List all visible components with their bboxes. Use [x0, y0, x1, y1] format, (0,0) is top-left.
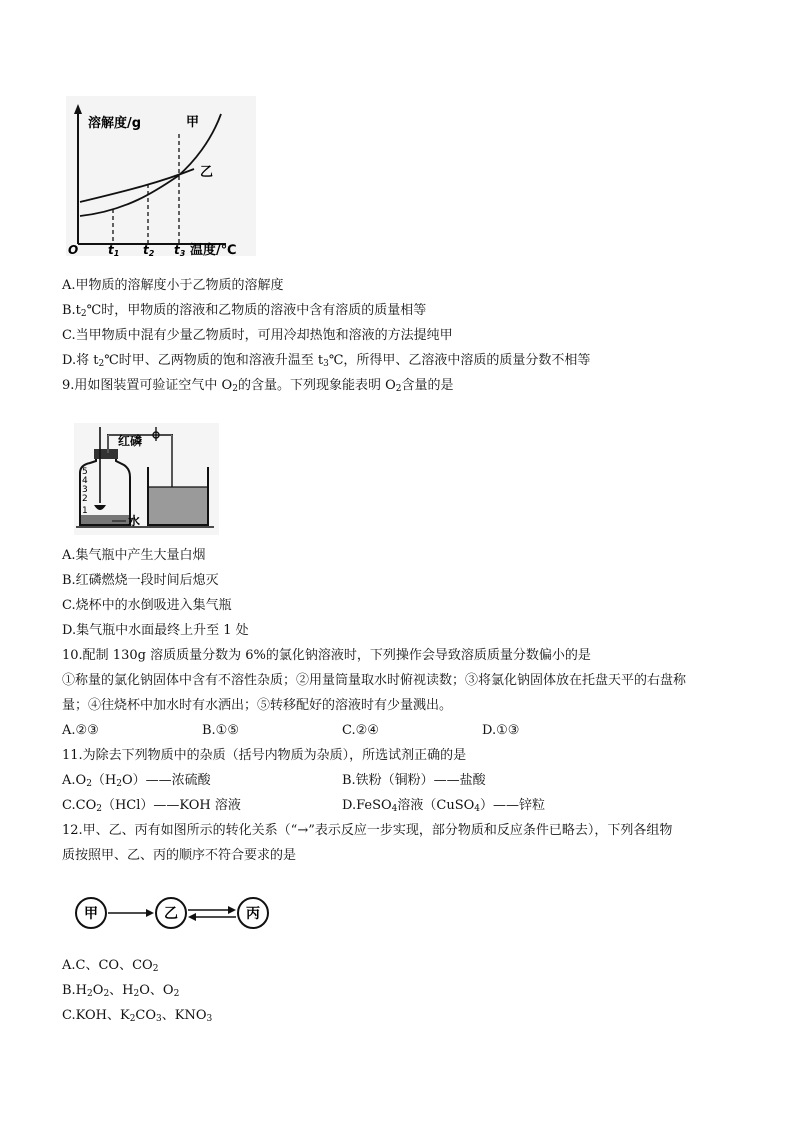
- node-yi-label: 乙: [164, 906, 178, 922]
- label-red-phosphorus: 红磷: [118, 434, 143, 448]
- x-axis-label: 温度/℃: [190, 243, 237, 256]
- q8-option-b: $B.t_2℃$时，甲物质的溶液和乙物质的溶液中含有溶质的质量相等: [62, 303, 427, 319]
- q12-stem-1: 12.甲、乙、丙有如图所示的转化关系（“→”表示反应一步实现，部分物质和反应条件已略去），下列各组物: [62, 823, 673, 838]
- label-water: 水: [128, 514, 141, 528]
- curve-yi-label: 乙: [200, 165, 214, 180]
- q11-option-d: D.FeSO$_4$溶液（CuSO$_4$）——锌粒: [342, 798, 546, 814]
- q10-detail-1: ①称量的氯化钠固体中含有不溶性杂质；②用量筒量取水时俯视读数；③将氯化钠固体放在托盘天平的右盘称: [62, 673, 687, 688]
- q9-option-c: C.烧杯中的水倒吸进入集气瓶: [62, 598, 232, 613]
- q12-option-a: A.C、CO、$CO_2$: [62, 958, 159, 974]
- q9-option-d: D.集气瓶中水面最终上升至 1 处: [62, 623, 249, 638]
- q12-option-c: C.KOH、$K_2CO_3$、$KNO_3$: [62, 1008, 213, 1024]
- mark-1: 1: [82, 506, 88, 516]
- q11-option-a: $A.O_2(H_2O)——$浓硫酸: [62, 773, 211, 789]
- mark-5: 5: [82, 467, 88, 477]
- q10-stem: 10.配制 130g 溶质质量分数为 6%的氯化钠溶液时，下列操作会导致溶质质量分数偏小的是: [62, 648, 591, 663]
- q10-detail-2: 量；④往烧杯中加水时有水洒出；⑤转移配好的溶液时有少量溅出。: [62, 698, 453, 713]
- q8-option-a: A.甲物质的溶解度小于乙物质的溶解度: [62, 278, 284, 293]
- mark-4: 4: [82, 476, 88, 486]
- origin-label: O: [68, 243, 79, 256]
- q9-stem: 9.用如图装置可验证空气中 $O_2$的含量。下列现象能表明 $O_2$含量的是: [62, 378, 454, 394]
- mark-2: 2: [82, 494, 88, 504]
- q10-option-d: D.①③: [482, 723, 520, 738]
- q12-option-b: $B.H_2O_2$、$H_2O$、$O_2$: [62, 983, 180, 999]
- apparatus-figure: [74, 423, 219, 535]
- q10-option-a: A.②③: [62, 723, 99, 738]
- q11-option-c: $C.CO_2(HCl)——KOH$ 溶液: [62, 798, 241, 814]
- y-axis-label: 溶解度/g: [88, 116, 142, 131]
- q11-option-b: B.铁粉（铜粉）——盐酸: [342, 773, 486, 788]
- node-bing-label: 丙: [246, 906, 260, 922]
- q8-option-c: C.当甲物质中混有少量乙物质时，可用冷却热饱和溶液的方法提纯甲: [62, 328, 453, 343]
- q10-option-c: C.②④: [342, 723, 379, 738]
- q10-option-b: B.①⑤: [202, 723, 239, 738]
- q11-stem: 11.为除去下列物质中的杂质（括号内物质为杂质），所选试剂正确的是: [62, 748, 467, 763]
- node-jia-label: 甲: [84, 906, 98, 922]
- q9-option-a: A.集气瓶中产生大量白烟: [62, 548, 206, 563]
- tick-t1: t1: [108, 243, 120, 256]
- q8-option-d: D.将 $t_2℃$时甲、乙两物质的饱和溶液升温至 $t_3℃$，所得甲、乙溶液中溶质的质量分数不相等: [62, 353, 591, 369]
- curve-jia-label: 甲: [186, 115, 200, 130]
- solubility-graph: [66, 96, 256, 256]
- conversion-diagram: [74, 896, 274, 932]
- q12-stem-2: 质按照甲、乙、丙的顺序不符合要求的是: [62, 848, 297, 863]
- tick-t2: t2: [143, 243, 155, 256]
- q9-option-b: B.红磷燃烧一段时间后熄灭: [62, 573, 219, 588]
- tick-t3: t3: [174, 243, 186, 256]
- mark-3: 3: [82, 485, 88, 495]
